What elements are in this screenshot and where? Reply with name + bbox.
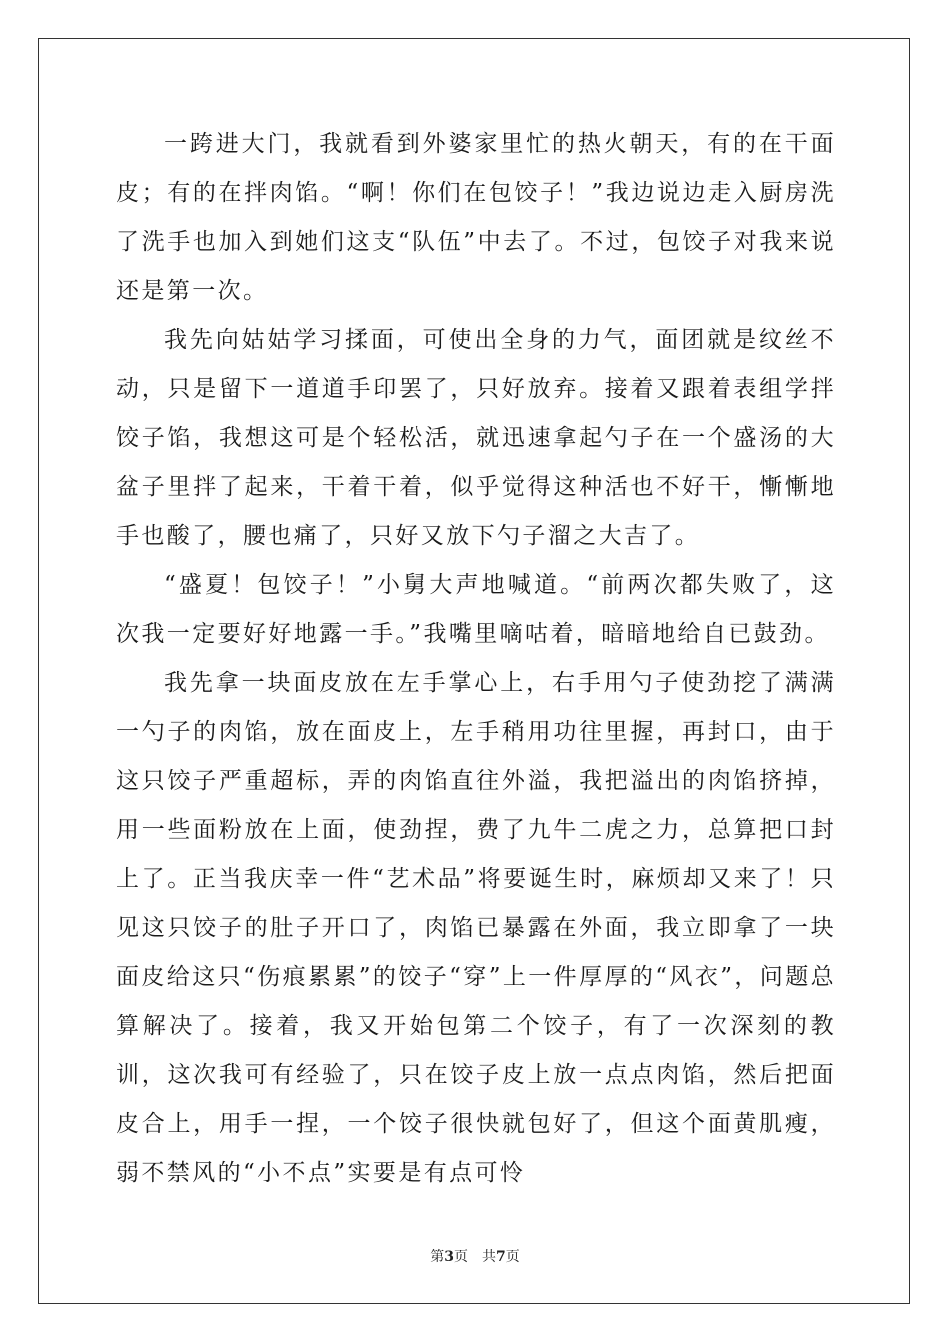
page-suffix: 页	[454, 1249, 468, 1265]
total-prefix: 共	[482, 1249, 496, 1265]
current-page-number: 3	[444, 1249, 454, 1265]
paragraph: 我先拿一块面皮放在左手掌心上，右手用勺子使劲挖了满满一勺子的肉馅，放在面皮上，左手稍用功往里握，再封口，由于这只饺子严重超标，弄的肉馅直往外溢，我把溢出的肉馅挤掉，用一些面粉放在上面，使劲捏，费了九牛二虎之力，总算把口封上了。正当我庆幸一件“艺术品”将要诞生时，麻烦却又来了！只见这只饺子的肚子开口了，肉馅已暴露在外面，我立即拿了一块面皮给这只“伤痕累累”的饺子“穿”上一件厚厚的“风衣”，问题总算解决了。接着，我又开始包第二个饺子，有了一次深刻的教训，这次我可有经验了，只在饺子皮上放一点点肉馅，然后把面皮合上，用手一捏，一个饺子很快就包好了，但这个面黄肌瘦，弱不禁风的“小不点”实要是有点可怜	[116, 670, 836, 1186]
total-suffix: 页	[505, 1249, 520, 1265]
page-footer	[0, 1246, 950, 1266]
total-pages-number: 7	[496, 1249, 506, 1265]
paragraph: 我先向姑姑学习揉面，可使出全身的力气，面团就是纹丝不动，只是留下一道道手印罢了，只好放弃。接着又跟着表组学拌饺子馅，我想这可是个轻松活，就迅速拿起勺子在一个盛汤的大盆子里拌了起来，干着干着，似乎觉得这种活也不好干，慚慚地手也酸了，腰也痛了，只好又放下勺子溜之大吉了。	[116, 327, 836, 549]
document-body	[116, 120, 836, 1198]
page-prefix: 第	[430, 1249, 445, 1265]
paragraph: 一跨进大门，我就看到外婆家里忙的热火朝天，有的在干面皮；有的在拌肉馅。“啊！你们在包饺子！”我边说边走入厨房洗了洗手也加入到她们这支“队伍”中去了。不过，包饺子对我来说还是第一次。	[116, 131, 836, 304]
paragraph: “盛夏！包饺子！”小舅大声地喊道。“前两次都失败了，这次我一定要好好地露一手。”我嘴里嘀咕着，暗暗地给自已鼓劲。	[116, 572, 836, 647]
